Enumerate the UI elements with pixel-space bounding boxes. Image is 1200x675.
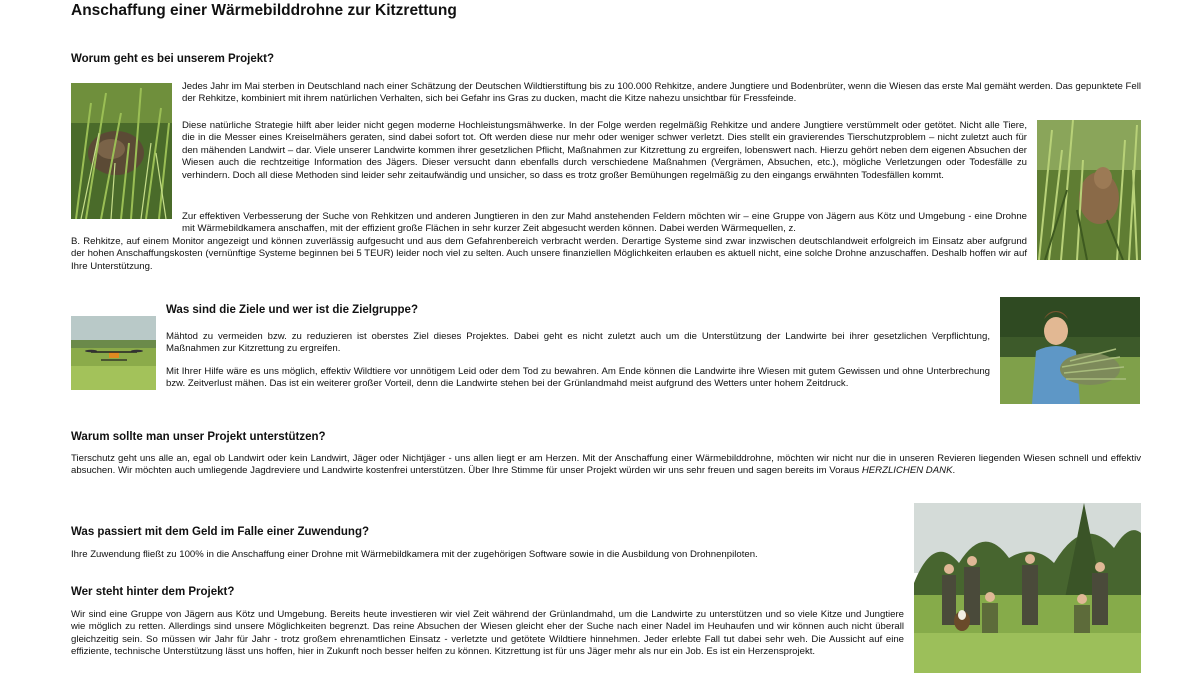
section1-paragraph-3a: Zur effektiven Verbesserung der Suche von Rehkitzen und anderen Jungtieren in den zur Mahd anstehenden Feldern möchten wir – eine Gruppe von Jägern aus Kötz und Umgebung - eine Drohne mit Wärmebildkamera anschaffen, mit der effizient große Flächen in sehr kurzer Zeit abgesucht werden können. Dabei werden Wärmequellen, z. [182, 211, 1027, 235]
section1-paragraph-1: Jedes Jahr im Mai sterben in Deutschland nach einer Schätzung der Deutschen Wildtierstiftung bis zu 100.000 Rehkitze, andere Jungtiere und Bodenbrüter, wenn die Wiesen das erste Mal gemäht werden. Das gepunktete Fell der Rehkitze, kombiniert mit ihrem natürlichen Verhalten, sich bei Gefahr ins Gras zu ducken, macht die Kitze nahezu unsichtbar für Fressfeinde. [182, 81, 1141, 105]
photo-woman-holding-fawn [1000, 297, 1140, 404]
page-title: Anschaffung einer Wärmebilddrohne zur Kitzrettung [71, 2, 457, 19]
section1-paragraph-2: Diese natürliche Strategie hilft aber leider nicht gegen moderne Hochleistungsmähwerke. In der Folge werden regelmäßig Rehkitze und andere Jungtiere verstümmelt oder getötet. Nicht alle Tiere, die in die Messer eines Kreiselmähers geraten, sind dabei sofort tot. Oft werden diese nur mehr oder weniger schwer verletzt. Dies stellt ein gravierendes Tierschutzproblem – nicht zuletzt auch für den mähenden Landwirt – dar. Viele unserer Landwirte kommen ihrer gesetzlichen Pflicht, Maßnahmen zur Kitzrettung zu ergreifen, lobenswert nach. Hierzu gehört neben dem eigenen Absuchen der Wiesen auch die rechtzeitige Information des Jägers. Dieser versucht dann ebenfalls durch verschiedene Maßnahmen (Vergrämen, Absuchen, etc.), mögliche Verletzungen oder Todesfälle zu verhindern. Doch all diese Methoden sind leider sehr zeitaufwändig und unsicher, so dass es trotz großer Bemühungen regelmäßig zu den eingangs erwähnten Todesfällen kommt. [182, 120, 1027, 181]
section5-paragraph-1: Wir sind eine Gruppe von Jägern aus Kötz und Umgebung. Bereits heute investieren wir viel Zeit während der Grünlandmahd, um die Landwirte zu unterstützen und so viele Kitze und Jungtiere wie möglich zu retten. Allerdings sind unsere Möglichkeiten begrenzt. Das reine Absuchen der Wiesen gleicht eher der Suche nach einer Nadel im Heuhaufen und wir können auch nicht überall gleichzeitig sein. So müssen wir Jahr für Jahr - trotz großem ehrenamtlichen Einsatz - verletzte und getötete Wildtiere hinnehmen. Jeder erlebte Fall tut dabei sehr weh. Die Aussicht auf eine effiziente, technische Unterstützung lässt uns hoffen, hier in Zukunft noch besser helfen zu können. Kitzrettung ist für uns Jäger mehr als nur ein Job. Es ist ein Herzensprojekt. [71, 609, 904, 658]
thanks-text: HERZLICHEN DANK [861, 465, 953, 477]
photo-fawn-hidden-in-grass [71, 83, 172, 219]
section-heading-goals: Was sind die Ziele und wer ist die Zielgruppe? [166, 304, 418, 316]
photo-fawn-in-tall-grass [1037, 120, 1141, 260]
section3-text: Tierschutz geht uns alle an, egal ob Landwirt oder kein Landwirt, Jäger oder Nichtjäger - uns allen liegt er am Herzen. Mit der Anschaffung einer Wärmebilddrohne, möchten wir nicht nur die in unseren Revieren liegenden Wiesen schnell und effektiv absuchen. Wir möchten auch umliegende Jagdreviere und Landwirte kostenfrei unterstützen. Über Ihre Stimme für unser Projekt würden wir uns sehr freuen und sagen bereits im Voraus [71, 453, 1141, 477]
section-heading-money: Was passiert mit dem Geld im Falle einer Zuwendung? [71, 526, 369, 538]
section2-paragraph-2: Mit Ihrer Hilfe wäre es uns möglich, effektiv Wildtiere vor unnötigem Leid oder dem Tod zu bewahren. Am Ende können die Landwirte ihre Wiesen mit gutem Gewissen und ohne Unterbrechung bzw. Zeitverlust mähen. Das ist ein weiterer großer Vorteil, denn die Landwirte stehen bei der Grünlandmahd meist aufgrund des Wetters unter hohem Zeitdruck. [166, 366, 990, 390]
section1-paragraph-3b: B. Rehkitze, auf einem Monitor angezeigt und können zuverlässig aufgesucht und aus dem Gefahrenbereich verbracht werden. Derartige Systeme sind zwar inzwischen deutschlandweit erfolgreich im Einsatz aber aufgrund der hohen Anschaffungskosten (vernünftige Systeme beginnen bei 5 TEUR) leider noch viel zu selten. Auch unsere finanziellen Möglichkeiten erlauben es aktuell nicht, eine solche Drohne anzuschaffen. Deshalb hoffen wir auf Ihre Unterstützung. [71, 236, 1027, 272]
section4-paragraph-1: Ihre Zuwendung fließt zu 100% in die Anschaffung einer Drohne mit Wärmebildkamera mit der zugehörigen Software sowie in die Ausbildung von Drohnenpiloten. [71, 549, 758, 560]
section2-paragraph-1: Mähtod zu vermeiden bzw. zu reduzieren ist oberstes Ziel dieses Projektes. Dabei geht es nicht zuletzt auch um die Unterstützung der Landwirte bei ihrer gesetzlichen Verpflichtung, Maßnahmen zur Kitzrettung zu ergreifen. [166, 331, 990, 355]
section3-end: . [952, 465, 956, 477]
section-heading-project: Worum geht es bei unserem Projekt? [71, 53, 275, 65]
photo-drone-over-meadow [71, 316, 156, 390]
section-heading-team: Wer steht hinter dem Projekt? [71, 586, 235, 598]
section3-paragraph-1 [71, 453, 1141, 478]
section-heading-support: Warum sollte man unser Projekt unterstützen? [71, 431, 326, 443]
photo-hunter-group-with-dog [914, 503, 1141, 673]
